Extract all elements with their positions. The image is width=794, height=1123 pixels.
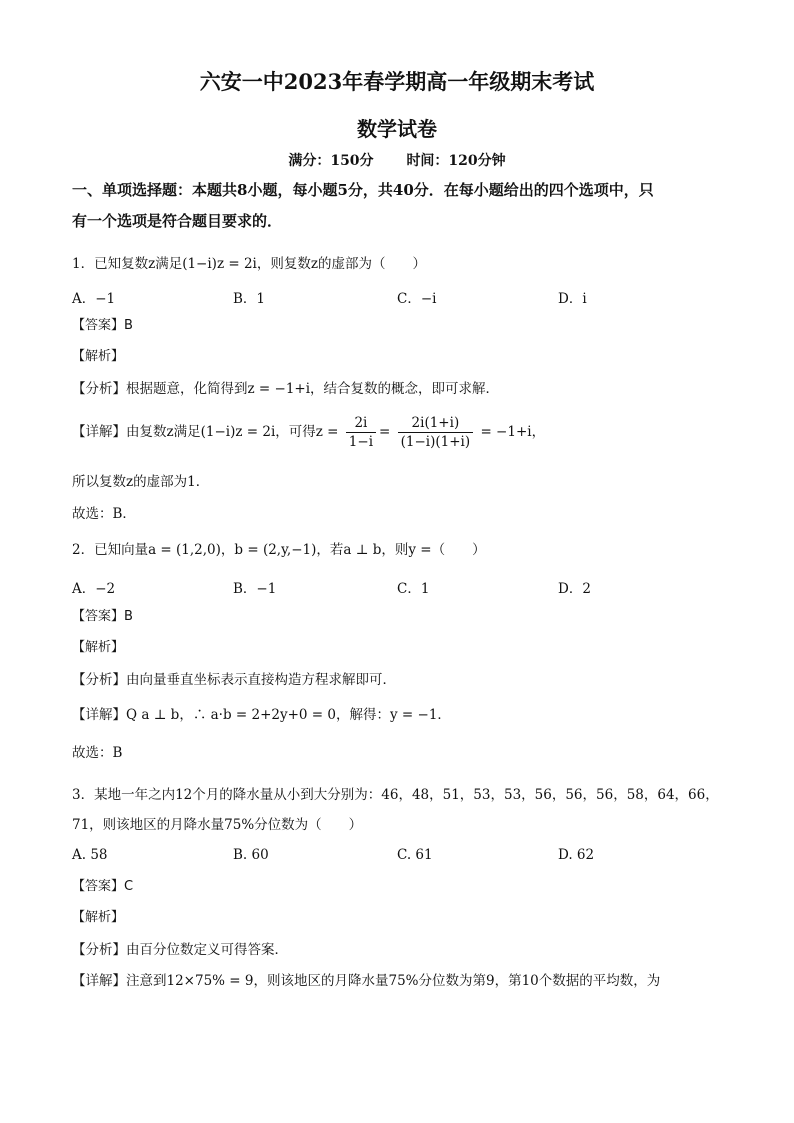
- q3-xiangjie: 【详解】注意到12×75% = 9，则该地区的月降水量75%分位数为第9，第10个数据的平均数，为: [72, 973, 661, 989]
- q2-option-a: A．−2: [72, 581, 116, 597]
- q2-xiangjie: 【详解】Q a ⊥ b，∴ a·b = 2+2y+0 = 0，解得：y = −1．: [72, 707, 451, 723]
- q1-fraction-2: [398, 414, 474, 451]
- q3-answer: 【答案】C: [72, 879, 134, 894]
- q1-frac2-den: (1−i)(1+i): [400, 434, 471, 450]
- q1-frac1-num: 2i: [346, 414, 376, 433]
- exam-meta: [0, 150, 794, 170]
- q2-option-b: B．−1: [233, 581, 277, 597]
- q3-analysis-label: 【解析】: [72, 910, 125, 925]
- q1-xiangjie-pre: 【详解】由复数z满足(1−i)z = 2i，可得z =: [72, 424, 339, 440]
- q1-conclusion: 所以复数z的虚部为1．: [72, 474, 210, 490]
- q3-option-d: D. 62: [558, 847, 595, 863]
- q1-frac1-den: 1−i: [348, 434, 374, 450]
- q2-fenxi: 【分析】由向量垂直坐标表示直接构造方程求解即可．: [72, 672, 396, 688]
- q1-xiangjie-post: = −1+i，: [480, 424, 546, 440]
- q2-answer: 【答案】B: [72, 609, 133, 624]
- q3-option-b: B. 60: [233, 847, 269, 863]
- q1-analysis-label: 【解析】: [72, 349, 125, 364]
- q2-stem: 2．已知向量a = (1,2,0)，b = (2,y,−1)，若a ⊥ b，则y =（ ）: [72, 542, 486, 558]
- q3-stem-line1: 3．某地一年之内12个月的降水量从小到大分别为：46，48，51，53，53，56，56，56，58，64，66，: [72, 787, 719, 803]
- section-heading-line2: 有一个选项是符合题目要求的．: [72, 212, 283, 230]
- q1-fraction-1: [346, 414, 376, 451]
- q1-xiangjie: 【详解】由复数z满足(1−i)z = 2i，可得z = $\frac{2i}{1-i}$ = $\frac{2i(1+i)}{(1-i)(1+i)}$ = −1+i，: [72, 415, 546, 450]
- time-info: 时间：120分钟: [406, 153, 506, 169]
- q2-option-c: C．1: [397, 581, 430, 597]
- q1-stem: 1．已知复数z满足(1−i)z = 2i，则复数z的虚部为（ ）: [72, 256, 426, 272]
- q2-choose: 故选：B: [72, 745, 123, 761]
- score-info: 满分：150分: [288, 153, 374, 169]
- q3-option-c: C. 61: [397, 847, 433, 863]
- q1-choose: 故选：B．: [72, 506, 136, 522]
- q1-option-a: A．−1: [72, 291, 116, 307]
- q3-fenxi: 【分析】由百分位数定义可得答案．: [72, 942, 288, 958]
- section-heading-line1: 一、单项选择题：本题共8小题，每小题5分，共40分．在每小题给出的四个选项中，只: [72, 181, 654, 199]
- q1-option-b: B．1: [233, 291, 266, 307]
- q2-analysis-label: 【解析】: [72, 640, 125, 655]
- q2-option-d: D．2: [558, 581, 591, 597]
- q3-option-a: A. 58: [72, 847, 108, 863]
- exam-subtitle: 数学试卷: [357, 117, 437, 141]
- q1-option-c: C．−i: [397, 291, 437, 307]
- q1-fenxi: 【分析】根据题意，化简得到z = −1+i，结合复数的概念，即可求解．: [72, 381, 500, 397]
- q1-frac2-num: 2i(1+i): [398, 414, 474, 433]
- q1-option-d: D．i: [558, 291, 587, 307]
- exam-title: 六安一中2023年春学期高一年级期末考试: [199, 69, 595, 94]
- q1-answer: 【答案】B: [72, 318, 133, 333]
- q3-stem-line2: 71，则该地区的月降水量75%分位数为（ ）: [72, 817, 363, 833]
